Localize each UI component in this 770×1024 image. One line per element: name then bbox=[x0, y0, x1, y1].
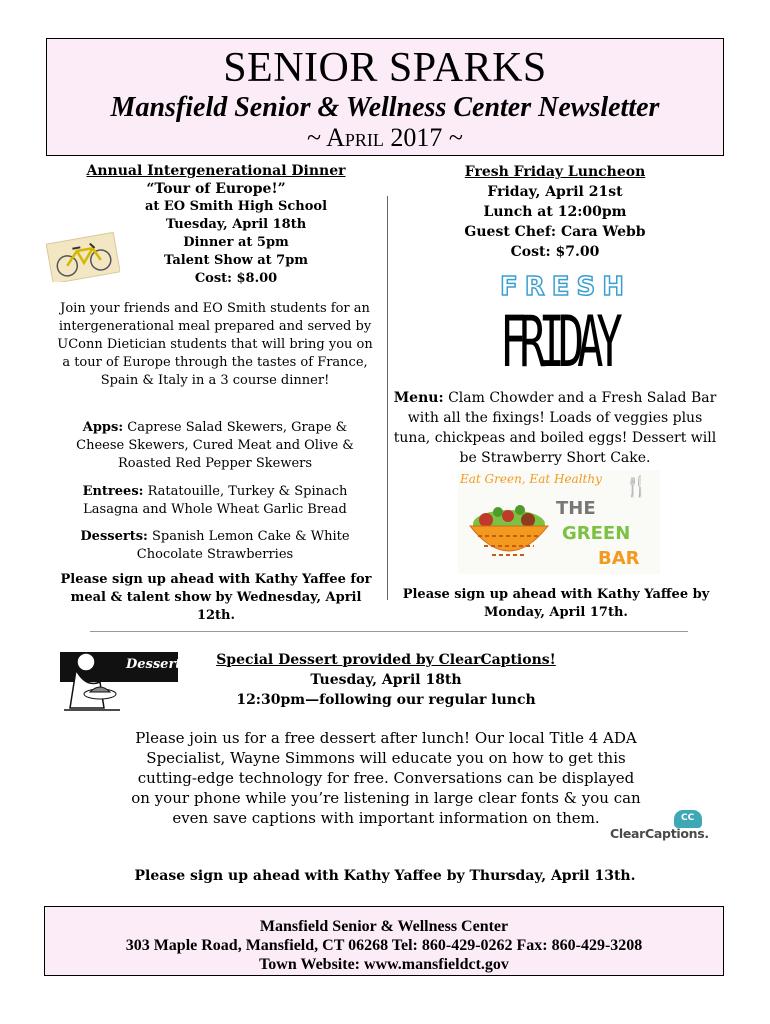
dinner-detail: Talent Show at 7pm bbox=[163, 253, 309, 268]
newsletter-title: SENIOR SPARKS bbox=[223, 45, 547, 91]
luncheon-title: Fresh Friday Luncheon bbox=[464, 164, 646, 180]
green-bar-title bbox=[552, 496, 656, 571]
utensils-icon: 🍴 bbox=[624, 474, 649, 498]
luncheon-detail: Lunch at 12:00pm bbox=[483, 204, 627, 220]
desserts-badge-text: Desserts bbox=[126, 657, 189, 672]
dessert-title: Special Dessert provided by ClearCaptions! bbox=[216, 652, 556, 668]
dinner-detail: at EO Smith High School bbox=[144, 199, 328, 214]
green-bar-tagline: Eat Green, Eat Healthy bbox=[460, 472, 602, 486]
luncheon-menu bbox=[393, 388, 717, 468]
green-bar-line: THE bbox=[556, 498, 596, 519]
clearcaptions-text: ClearCaptions. bbox=[610, 826, 709, 841]
friday-logo-text: FRIDAY bbox=[500, 302, 616, 384]
dinner-detail: Cost: $8.00 bbox=[194, 271, 278, 286]
dessert-body: Please join us for a free dessert after lunch! Our local Title 4 ADA Specialist, Wayne Simmons will educate you on how to get this cutting-edge technology for free. Conversations can be displayed on your phone while you’re listening in large clear fonts & you can even save captions with important information on them. bbox=[131, 729, 641, 827]
luncheon-detail: Cost: $7.00 bbox=[510, 244, 600, 260]
dinner-detail: Dinner at 5pm bbox=[183, 235, 289, 250]
dessert-signup: Please sign up ahead with Kathy Yaffee by Thursday, April 13th. bbox=[134, 868, 636, 884]
apps-text: Caprese Salad Skewers, Grape & Cheese Skewers, Cured Meat and Olive & Roasted Red Pepper Skewers bbox=[76, 420, 354, 471]
dinner-detail: Tuesday, April 18th bbox=[165, 217, 307, 232]
dinner-subtitle: “Tour of Europe!” bbox=[146, 181, 286, 197]
luncheon-signup: Please sign up ahead with Kathy Yaffee by Monday, April 17th. bbox=[402, 587, 710, 620]
desserts-text: Spanish Lemon Cake & White Chocolate Strawberries bbox=[136, 529, 350, 562]
dessert-header bbox=[196, 650, 576, 710]
luncheon-detail: Guest Chef: Cara Webb bbox=[464, 224, 646, 240]
fresh-friday-logo bbox=[500, 272, 632, 384]
apps-label: Apps: bbox=[82, 420, 124, 435]
salad-bowl-icon bbox=[464, 496, 554, 572]
green-bar-image bbox=[458, 470, 660, 574]
column-divider bbox=[387, 196, 388, 600]
section-divider bbox=[90, 631, 688, 632]
footer-name: Mansfield Senior & Wellness Center bbox=[259, 918, 509, 935]
dinner-signup: Please sign up ahead with Kathy Yaffee for meal & talent show by Wednesday, April 12th. bbox=[60, 572, 372, 623]
dinner-entrees bbox=[60, 483, 370, 519]
header-box bbox=[46, 38, 724, 156]
dessert-date: Tuesday, April 18th bbox=[310, 672, 462, 688]
green-bar-line: GREEN bbox=[562, 523, 631, 544]
entrees-label: Entrees: bbox=[82, 484, 144, 499]
newsletter-subtitle: Mansfield Senior & Wellness Center Newsletter bbox=[110, 92, 660, 123]
dinner-title: Annual Intergenerational Dinner bbox=[86, 163, 346, 179]
menu-text: Clam Chowder and a Fresh Salad Bar with all the fixings! Loads of veggies plus tuna, chickpeas and boiled eggs! Dessert will be Strawberry Short Cake. bbox=[393, 390, 717, 466]
entrees-text: Ratatouille, Turkey & Spinach Lasagna and Whole Wheat Garlic Bread bbox=[83, 484, 348, 517]
footer-website: Town Website: www.mansfieldct.gov bbox=[259, 956, 509, 973]
luncheon-header bbox=[400, 162, 710, 262]
footer-box bbox=[44, 906, 724, 976]
green-bar-line: BAR bbox=[598, 548, 640, 569]
menu-label: Menu: bbox=[393, 390, 444, 406]
clearcaptions-logo bbox=[610, 810, 710, 846]
fresh-logo-text: FRESH bbox=[500, 272, 632, 302]
bicycle-image bbox=[46, 232, 120, 282]
footer-address: 303 Maple Road, Mansfield, CT 06268 Tel: 860-429-0262 Fax: 860-429-3208 bbox=[125, 937, 643, 954]
newsletter-date: ~ April 2017 ~ bbox=[307, 123, 463, 152]
dessert-time: 12:30pm—following our regular lunch bbox=[236, 692, 536, 708]
dinner-apps bbox=[60, 419, 370, 473]
dinner-intro: Join your friends and EO Smith students for an intergenerational meal prepared and served by UConn Dietician students that will bring you on a tour of Europe through the tastes of France, Spain & Italy in a 3 course dinner! bbox=[57, 301, 373, 388]
dinner-desserts bbox=[60, 528, 370, 564]
desserts-clipart bbox=[60, 648, 189, 718]
cc-badge: CC bbox=[681, 813, 695, 823]
luncheon-detail: Friday, April 21st bbox=[487, 184, 623, 200]
desserts-label: Desserts: bbox=[80, 529, 148, 544]
